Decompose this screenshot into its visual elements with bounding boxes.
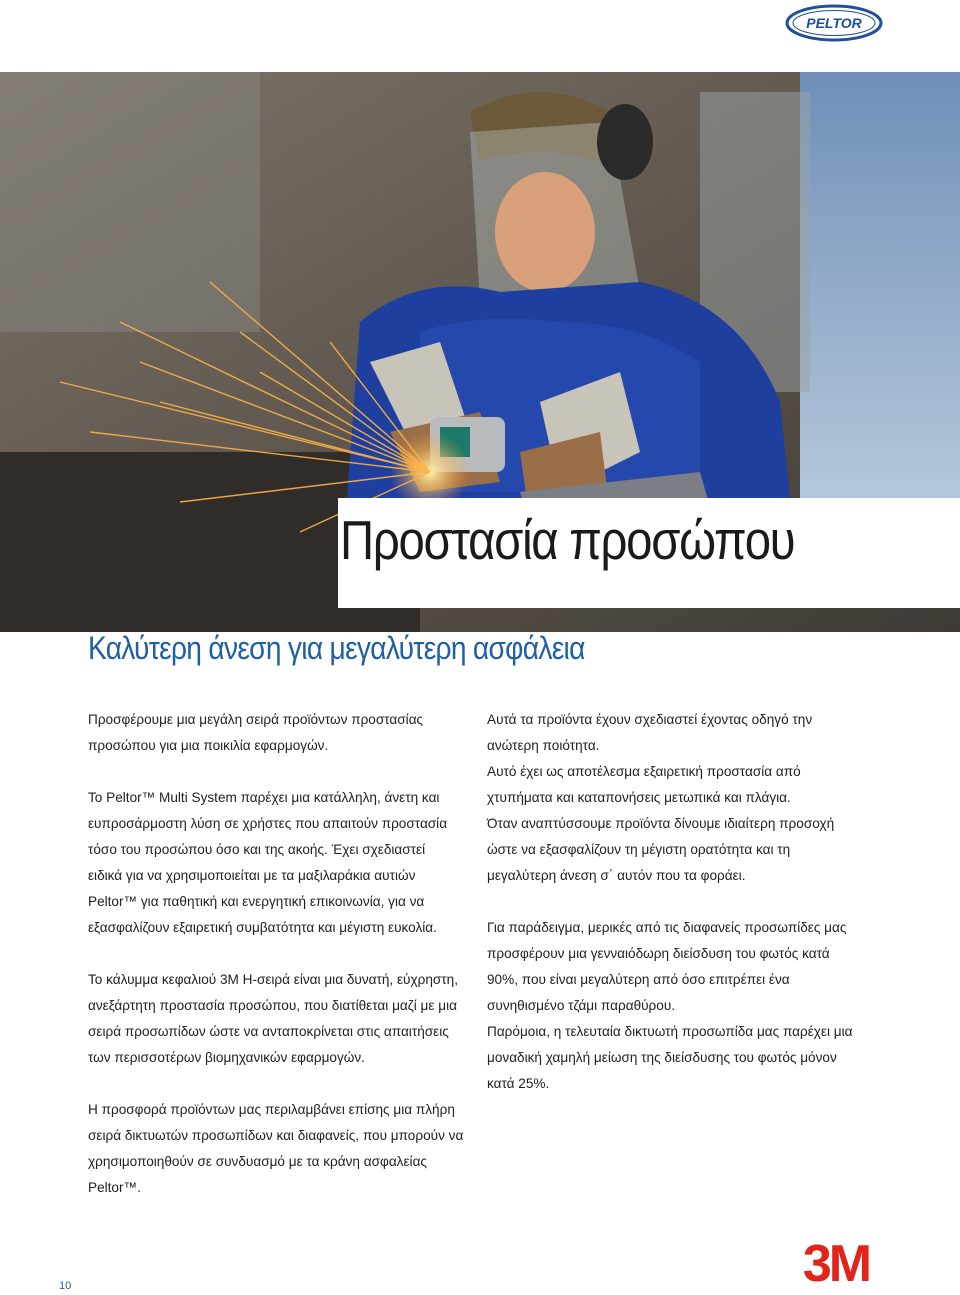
svg-text:3M: 3M bbox=[802, 1235, 870, 1287]
bottom-paragraph: Η προσφορά προϊόντων μας περιλαμβάνει επίσης μια πλήρη σειρά δικτυωτών προσωπίδων και διαφανείς, που μπορούν να χρησιμοποιηθούν σε συνδυασμό με τα κράνη ασφαλείας Peltor™. bbox=[88, 1102, 464, 1195]
right-paragraph-5: Παρόμοια, η τελευταία δικτυωτή προσωπίδα μας παρέχει μια μοναδική χαμηλή μείωση της διείσδυσης του φωτός μόνον κατά 25%. bbox=[487, 1024, 853, 1091]
left-column bbox=[88, 707, 460, 1097]
section-subtitle: Καλύτερη άνεση για μεγαλύτερη ασφάλεια bbox=[88, 630, 585, 666]
3m-logo bbox=[788, 1235, 884, 1287]
right-paragraph-3: Όταν αναπτύσσουμε προϊόντα δίνουμε ιδιαίτερη προσοχή ώστε να εξασφαλίζουν τη μέγιστη ορατότητα και τη μεγαλύτερη άνεση σ΄ αυτόν που τα φοράει. bbox=[487, 816, 835, 883]
left-paragraph-3: Το κάλυμμα κεφαλιού 3M H-σειρά είναι μια δυνατή, εύχρηστη, ανεξάρτητη προστασία προσώπου, που διατίθεται μαζί με μια σειρά προσωπίδων ώστε να ανταποκρίνεται στις απαιτήσεις των περισσοτέρων βιομηχανικών εφαρμογών. bbox=[88, 972, 458, 1065]
right-paragraph-4: Για παράδειγμα, μερικές από τις διαφανείς προσωπίδες μας προσφέρουν μια γενναιόδωρη διείσδυση του φωτός κατά 90%, που είναι μεγαλύτερη από όσο επιτρέπει ένα συνηθισμένο τζάμι παραθύρου. bbox=[487, 920, 847, 1013]
page-number: 10 bbox=[59, 1280, 72, 1292]
right-paragraph-2: Αυτό έχει ως αποτέλεσμα εξαιρετική προστασία από χτυπήματα και καταπονήσεις μετωπικά και πλάγια. bbox=[487, 764, 801, 805]
left-paragraph-2: Το Peltor™ Multi System παρέχει μια κατάλληλη, άνετη και ευπροσάρμοστη λύση σε χρήστες που απαιτούν προστασία τόσο του προσώπου όσο και της ακοής. Έχει σχεδιαστεί ειδικά για να χρησιμοποιείται με τα μαξιλαράκια αυτιών Peltor™ για παθητική και ενεργητική επικοινωνία, για να εξασφαλίζουν εξαιρετική συμβατότητα και μέγιστη ευκολία. bbox=[88, 790, 448, 935]
page-title: Προστασία προσώπου bbox=[340, 509, 795, 571]
svg-text:PELTOR: PELTOR bbox=[806, 15, 862, 31]
left-paragraph-1: Προσφέρουμε μια μεγάλη σειρά προϊόντων προστασίας προσώπου για μια ποικιλία εφαρμογών. bbox=[88, 712, 424, 753]
right-column bbox=[487, 707, 862, 1123]
peltor-logo bbox=[785, 4, 883, 42]
right-paragraph-1: Αυτά τα προϊόντα έχουν σχεδιαστεί έχοντας οδηγό την ανώτερη ποιότητα. bbox=[487, 712, 813, 753]
